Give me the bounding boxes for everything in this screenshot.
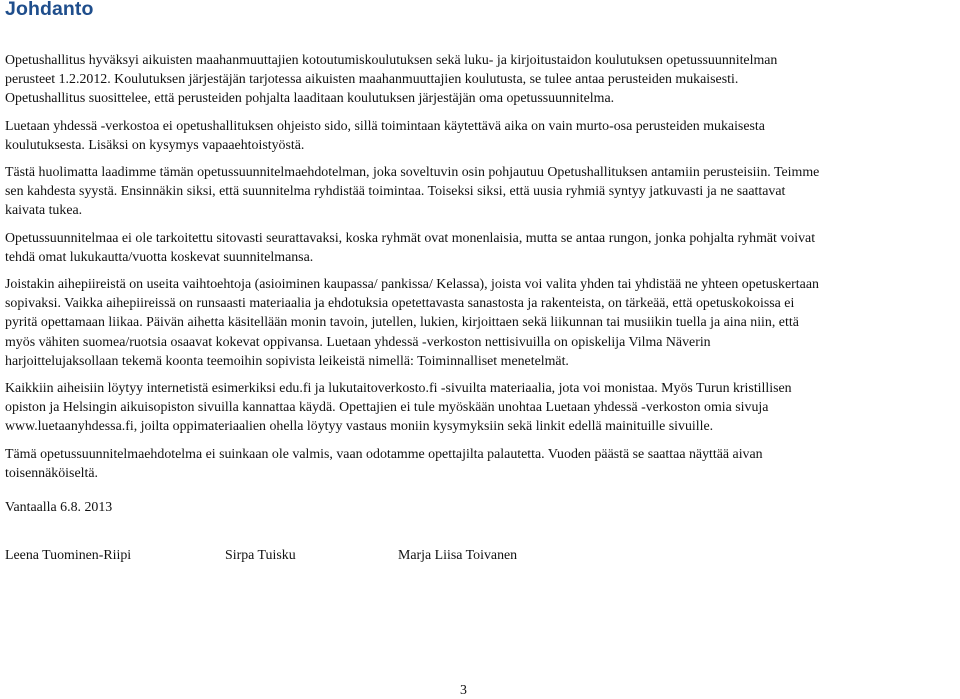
signatory-name: Leena Tuominen-Riipi [5, 548, 132, 563]
paragraph: Tästä huolimatta laadimme tämän opetussuunnitelmaehdotelman, joka soveltuvin osin pohjautuu Opetushallituksen antamiin perusteisiin. Teimme sen kahdesta syystä. Ensinnäkin siksi, että suunnitelma ryhdistää toimintaa. Toiseksi siksi, että uusia ryhmiä syntyy jatkuvasti ja ne saattavat kaivata tukea. [5, 165, 820, 219]
dateline: Vantaalla 6.8. 2013 [5, 500, 113, 515]
paragraph: Opetussuunnitelmaa ei ole tarkoitettu sitovasti seurattavaksi, koska ryhmät ovat monenlaisia, mutta se antaa rungon, jonka pohjalta ryhmät voivat tehdä omat lukukautta/vuotta koskevat suunnitelmansa. [5, 230, 816, 265]
page-number: 3 [460, 683, 467, 698]
signatory-name: Marja Liisa Toivanen [398, 548, 518, 563]
paragraph: Tämä opetussuunnitelmaehdotelma ei suinkaan ole valmis, vaan odotamme opettajilta palautetta. Vuoden päästä se saattaa näyttää aivan toisennäköiseltä. [5, 446, 763, 481]
paragraph: Opetushallitus hyväksyi aikuisten maahanmuuttajien kotoutumiskoulutuksen sekä luku- ja kirjoitustaidon koulutuksen opetussuunnitelman perusteet 1.2.2012. Koulutuksen järjestäjän tarjotessa aikuisten maahanmuuttajien koulutusta, se tulee antaa perusteiden mukaisesti. Opetushallitus suosittelee, että perusteiden pohjalta laaditaan koulutuksen järjestäjän oma opetussuunnitelma. [5, 53, 778, 107]
paragraph: Kaikkiin aiheisiin löytyy internetistä esimerkiksi edu.fi ja lukutaitoverkosto.fi -sivuilta materiaalia, jota voi monistaa. Myös Turun kristillisen opiston ja Helsingin aikuisopiston sivuilla kannattaa käydä. Opettajien ei tule myöskään unohtaa Luetaan yhdessä -verkoston omia sivuja www.luetaanyhdessa.fi, joilta oppimateriaalien ohella löytyy vastaus moniin kysymyksiin sekä linkit edellä mainituille sivuille. [5, 381, 792, 435]
body-text [5, 51, 955, 491]
paragraph: Joistakin aihepiireistä on useita vaihtoehtoja (asioiminen kaupassa/ pankissa/ Kelassa), joista voi valita yhden tai yhdistää ne yhteen opetuskertaan sopivaksi. Vaikka aihepiireissä on runsaasti materiaalia ja ehdotuksia opetettavasta sanastosta ja rakenteista, on tärkeää, että opetuskokoissa ei pyritä opettamaan liikaa. Päivän aihetta käsitellään monin tavoin, jutellen, lukien, kirjoittaen sekä liikunnan tai musiikin tuella ja aina niin, että myös vähiten suomea/ruotsia osaavat kokevat oppivansa. Luetaan yhdessä -verkoston nettisivuilla on opiskelija Vilma Näverin harjoittelujaksollaan tekemä koonta teemoihin sopivista leikeistä nimellä: Toiminnalliset menetelmät. [5, 277, 819, 369]
paragraph: Luetaan yhdessä -verkostoa ei opetushallituksen ohjeisto sido, sillä toimintaan käytettävä aika on vain murto-osa perusteiden mukaisesta koulutuksesta. Lisäksi on kysymys vapaaehtoistyöstä. [5, 118, 765, 153]
signatory-name: Sirpa Tuisku [225, 548, 296, 563]
page-title: Johdanto [5, 0, 94, 20]
